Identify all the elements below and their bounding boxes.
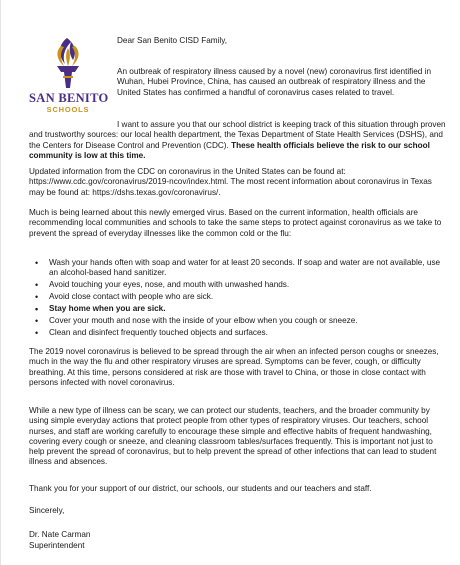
greeting: Dear San Benito CISD Family, bbox=[117, 36, 227, 45]
list-item: • Cover your mouth and nose with the inside of your elbow when you cough or sneeze. bbox=[29, 316, 449, 326]
paragraph-2-bold: These health officials believe the risk to our school community is low at this time. bbox=[29, 140, 430, 160]
paragraph-2-wrap bbox=[29, 117, 449, 161]
list-item: • Avoid touching your eyes, nose, and mouth with unwashed hands. bbox=[29, 280, 449, 290]
list-item: • Clean and disinfect frequently touched objects and surfaces. bbox=[29, 328, 449, 338]
closing: Sincerely, bbox=[29, 506, 65, 515]
paragraph-3: Updated information from the CDC on coronavirus in the United States can be found at: https://www.cdc.gov/coronavirus/2019-ncov/index.html. The most recent information about coronavirus in Texas may be found at: https://dshs.texas.gov/coronavirus/. bbox=[29, 167, 432, 197]
paragraph-4: Much is being learned about this newly emerged virus. Based on the current information, health officials are recommending local communities and schools to take the same steps to protect against coronavirus as we take to prevent the spread of everyday illnesses like the common cold or the flu: bbox=[29, 208, 442, 238]
logo-subtitle: SCHOOLS bbox=[46, 105, 90, 114]
logo-name: SAN BENITO bbox=[29, 91, 109, 105]
list-item: • Avoid close contact with people who are sick. bbox=[29, 292, 449, 302]
signer-name: Dr. Nate Carman bbox=[29, 530, 91, 539]
recommendations-list bbox=[29, 258, 449, 340]
paragraph-5: The 2019 novel coronavirus is believed to be spread through the air when an infected person coughs or sneezes, much in the way the flu and other respiratory viruses are spread. Symptoms can be fever, cough, or difficulty breathing. At this time, persons considered at risk are those with travel to China, or those in close contact with persons infected with novel coronavirus. bbox=[29, 347, 439, 387]
list-item: • Stay home when you are sick. bbox=[29, 304, 449, 314]
district-logo bbox=[29, 36, 107, 128]
paragraph-6: While a new type of illness can be scary, we can protect our students, teachers, and the broader community by using simple everyday actions that protect people from other types of respiratory viruses. Our teachers, school nurses, and staff are working carefully to encourage these simple and effective habits of frequent handwashing, covering every cough or sneeze, and cleaning classroom tables/surfaces frequently. This is important not just to help prevent the spread of coronavirus, but to help prevent the spread of other infections that can lead to student illness and absences. bbox=[29, 406, 437, 467]
paragraph-2-text: I want to assure you that our school district is keeping track of this situation through proven and trustworthy sources: our local health department, the Texas Department of State Health Services (DSHS), and the Centers for Disease Control and Prevention (CDC). bbox=[29, 120, 446, 150]
signer-title: Superintendent bbox=[29, 541, 85, 550]
paragraph-1: An outbreak of respiratory illness caused by a novel (new) coronavirus first identified in Wuhan, Hubei Province, China, has caused an outbreak of respiratory illness and the United States has confirmed a handful of coronavirus cases related to travel. bbox=[117, 67, 432, 97]
torch-icon bbox=[45, 36, 91, 92]
list-item: • Wash your hands often with soap and water for at least 20 seconds. If soap and water are not available, use an alcohol-based hand sanitizer. bbox=[29, 258, 449, 279]
paragraph-7: Thank you for your support of our district, our schools, our students and our teachers and staff. bbox=[29, 484, 372, 493]
